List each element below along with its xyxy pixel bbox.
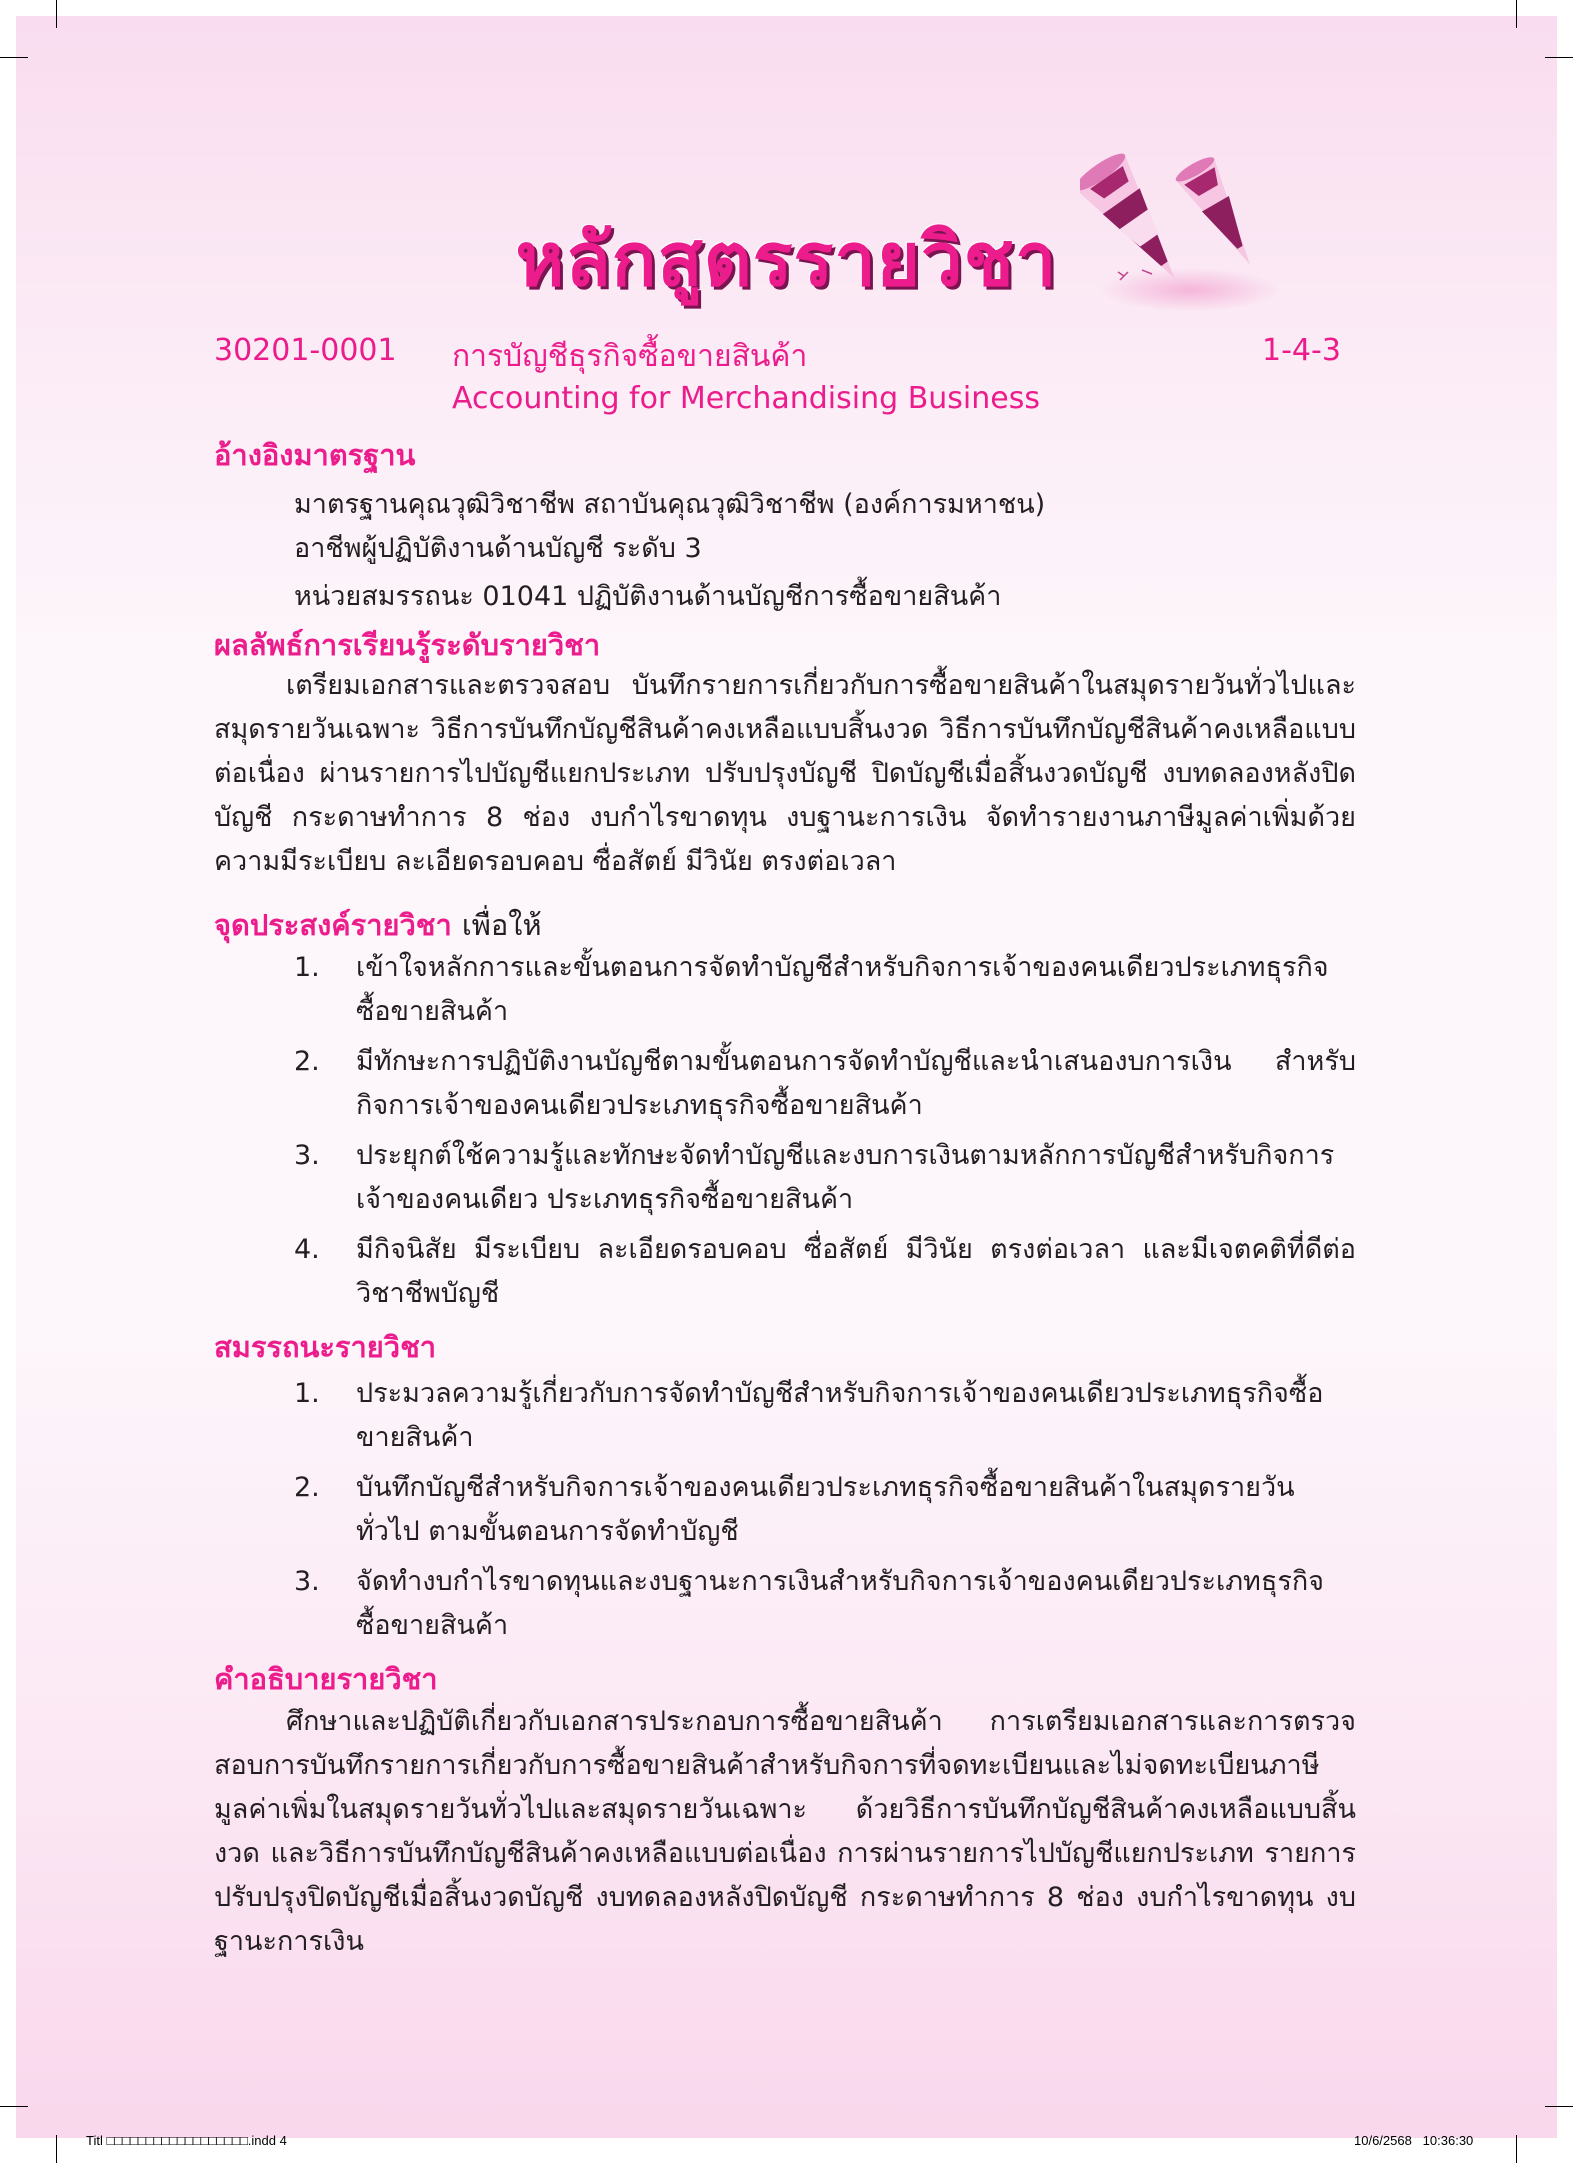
footer-datetime: 10/6/2568 10:36:30 <box>1354 2133 1474 2148</box>
crop-mark <box>1545 2106 1573 2107</box>
crop-mark <box>0 2106 28 2107</box>
crop-mark <box>56 2135 57 2163</box>
crop-mark <box>1545 57 1573 58</box>
standards-line: หน่วยสมรรถนะ 01041 ปฏิบัติงานด้านบัญชีการซื้อขายสินค้า <box>294 581 1002 612</box>
crop-mark <box>1516 2135 1517 2163</box>
objective-number: 3. <box>294 1140 320 1171</box>
objectives-heading-tail: เพื่อให้ <box>461 908 542 942</box>
competency-number: 1. <box>294 1378 320 1409</box>
objective-item: ประยุกต์ใช้ความรู้และทักษะจัดทำบัญชีและงบการเงินตามหลักการบัญชีสำหรับกิจการเจ้าของคนเดียว ประเภทธุรกิจซื้อขายสินค้า <box>356 1140 1335 1215</box>
objective-number: 4. <box>294 1234 320 1265</box>
footer-filename: Titl □□□□□□□□□□□□□□□□□□.indd 4 <box>86 2133 287 2148</box>
course-credits: 1-4-3 <box>1262 333 1341 368</box>
competencies-heading: สมรรถนะรายวิชา <box>214 1330 437 1364</box>
description-heading: คำอธิบายรายวิชา <box>214 1662 438 1696</box>
outcomes-heading: ผลลัพธ์การเรียนรู้ระดับรายวิชา <box>214 628 601 662</box>
competency-item: จัดทำงบกำไรขาดทุนและงบฐานะการเงินสำหรับกิจการเจ้าของคนเดียวประเภทธุรกิจซื้อขายสินค้า <box>356 1566 1325 1641</box>
course-name-th: การบัญชีธุรกิจซื้อขายสินค้า <box>452 339 808 374</box>
competency-item: ประมวลความรู้เกี่ยวกับการจัดทำบัญชีสำหรับกิจการเจ้าของคนเดียวประเภทธุรกิจซื้อขายสินค้า <box>356 1378 1324 1453</box>
competency-number: 2. <box>294 1472 320 1503</box>
crop-mark <box>0 57 28 58</box>
standards-line: อาชีพผู้ปฏิบัติงานด้านบัญชี ระดับ 3 <box>294 533 702 564</box>
outcomes-paragraph: เตรียมเอกสารและตรวจสอบ บันทึกรายการเกี่ยวกับการซื้อขายสินค้าในสมุดรายวันทั่วไปและสมุดรายวันเฉพาะ วิธีการบันทึกบัญชีสินค้าคงเหลือแบบสิ้นงวด วิธีการบันทึกบัญชีสินค้าคงเหลือแบบต่อเนื่อง ผ่านรายการไปบัญชีแยกประเภท ปรับปรุงบัญชี ปิดบัญชีเมื่อสิ้นงวดบัญชี งบทดลองหลังปิดบัญชี กระดาษทำการ 8 ช่อง งบกำไรขาดทุน งบฐานะการเงิน จัดทำรายงานภาษีมูลค่าเพิ่มด้วยความมีระเบียบ ละเอียดรอบคอบ ซื่อสัตย์ มีวินัย ตรงต่อเวลา <box>214 670 1356 877</box>
party-horn-icon <box>1080 130 1290 320</box>
objective-item: เข้าใจหลักการและขั้นตอนการจัดทำบัญชีสำหรับกิจการเจ้าของคนเดียวประเภทธุรกิจซื้อขายสินค้า <box>356 952 1329 1027</box>
competency-item: บันทึกบัญชีสำหรับกิจการเจ้าของคนเดียวประเภทธุรกิจซื้อขายสินค้าในสมุดรายวันทั่วไป ตามขั้นตอนการจัดทำบัญชี <box>356 1472 1295 1547</box>
objective-item: มีกิจนิสัย มีระเบียบ ละเอียดรอบคอบ ซื่อสัตย์ มีวินัย ตรงต่อเวลา และมีเจตคติที่ดีต่อวิชาชีพบัญชี <box>356 1234 1356 1309</box>
page-title: หลักสูตรรายวิชา <box>515 217 1058 303</box>
objective-number: 2. <box>294 1046 320 1077</box>
objectives-heading-label: จุดประสงค์รายวิชา <box>214 908 452 942</box>
standards-heading: อ้างอิงมาตรฐาน <box>214 438 416 472</box>
description-paragraph: ศึกษาและปฏิบัติเกี่ยวกับเอกสารประกอบการซื้อขายสินค้า การเตรียมเอกสารและการตรวจสอบการบันทึกรายการเกี่ยวกับการซื้อขายสินค้าสำหรับกิจการที่จดทะเบียนและไม่จดทะเบียนภาษีมูลค่าเพิ่มในสมุดรายวันทั่วไปและสมุดรายวันเฉพาะ ด้วยวิธีการบันทึกบัญชีสินค้าคงเหลือแบบสิ้นงวด และวิธีการบันทึกบัญชีสินค้าคงเหลือแบบต่อเนื่อง การผ่านรายการไปบัญชีแยกประเภท รายการปรับปรุงปิดบัญชีเมื่อสิ้นงวดบัญชี งบทดลองหลังปิดบัญชี กระดาษทำการ 8 ช่อง งบกำไรขาดทุน งบฐานะการเงิน <box>214 1706 1356 1957</box>
course-name-en: Accounting for Merchandising Business <box>452 381 1040 416</box>
course-code: 30201-0001 <box>214 333 397 368</box>
objective-number: 1. <box>294 952 320 983</box>
crop-mark <box>56 0 57 28</box>
crop-mark <box>1516 0 1517 28</box>
competency-number: 3. <box>294 1566 320 1597</box>
objective-item: มีทักษะการปฏิบัติงานบัญชีตามขั้นตอนการจัดทำบัญชีและนำเสนองบการเงิน สำหรับกิจการเจ้าของคนเดียวประเภทธุรกิจซื้อขายสินค้า <box>356 1046 1356 1121</box>
standards-line: มาตรฐานคุณวุฒิวิชาชีพ สถาบันคุณวุฒิวิชาชีพ (องค์การมหาชน) <box>294 489 1046 520</box>
objectives-heading <box>214 902 542 948</box>
